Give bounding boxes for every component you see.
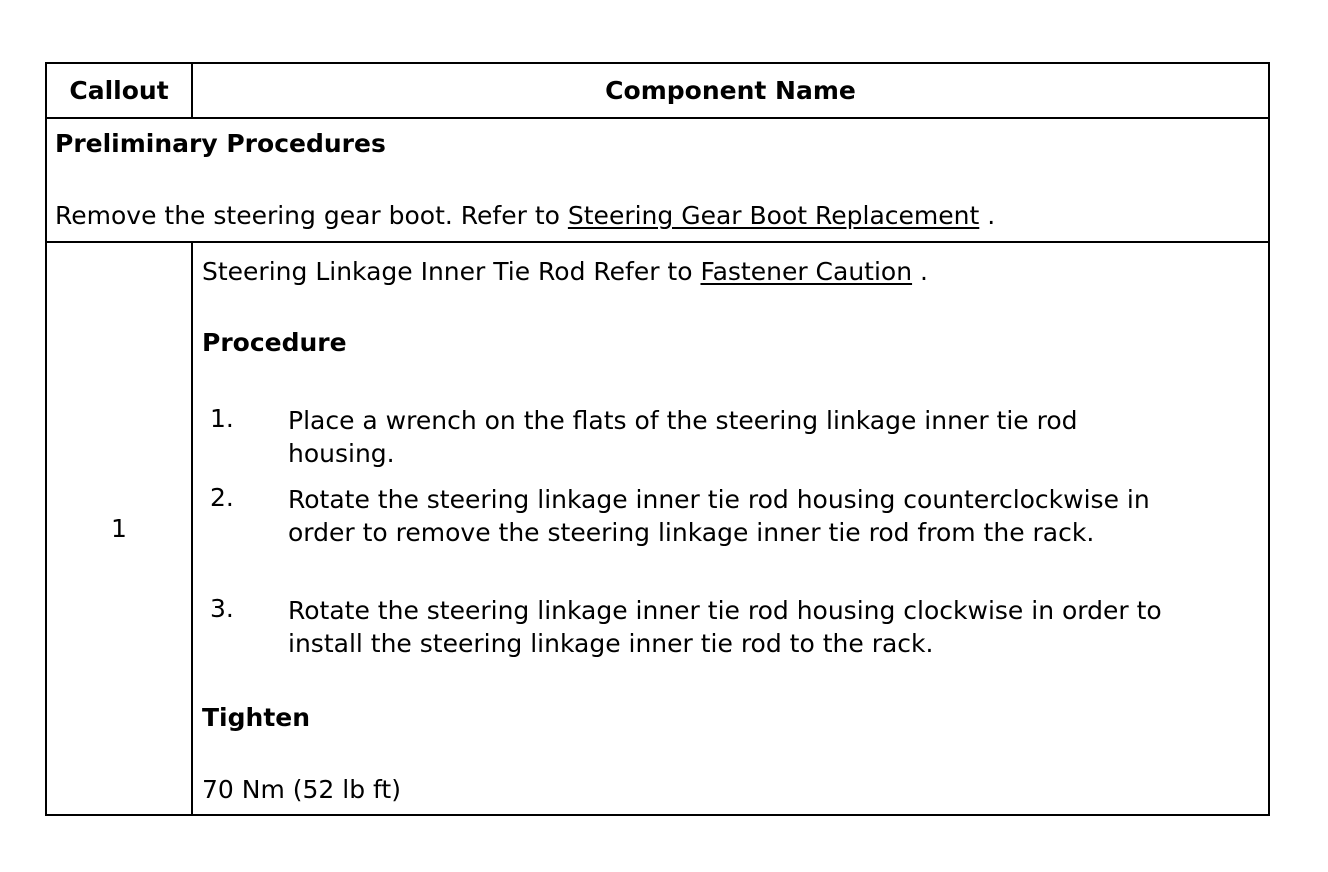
table-header-row: [47, 64, 1268, 119]
list-item: [193, 404, 1193, 474]
list-item: [193, 594, 1193, 664]
header-component-name: Component Name: [605, 76, 856, 105]
tighten-title: Tighten: [202, 703, 311, 732]
preliminary-text: [55, 201, 995, 230]
component-name-text: [202, 257, 928, 286]
row-component-cell: [193, 243, 1268, 814]
procedure-title: Procedure: [202, 328, 347, 357]
preliminary-title: Preliminary Procedures: [55, 129, 386, 158]
component-name-after: .: [912, 257, 928, 286]
component-name: Steering Linkage Inner Tie Rod Refer to: [202, 257, 701, 286]
step-text: Rotate the steering linkage inner tie rod housing clockwise in order to install the steering linkage inner tie rod to the rack.: [288, 596, 1162, 658]
header-callout: Callout: [47, 64, 193, 117]
table-row: [47, 243, 1268, 814]
step-text: Place a wrench on the flats of the steering linkage inner tie rod housing.: [288, 406, 1078, 468]
row-callout: 1: [47, 243, 193, 814]
tighten-value: 70 Nm (52 lb ft): [202, 775, 401, 804]
preliminary-text-after: .: [979, 201, 996, 230]
list-item: [193, 483, 1193, 583]
steering-gear-boot-replacement-link[interactable]: Steering Gear Boot Replacement: [567, 201, 980, 230]
step-text: Rotate the steering linkage inner tie rod housing counterclockwise in order to remove the steering linkage inner tie rod from the rack.: [288, 485, 1150, 547]
step-number: 2.: [210, 483, 234, 512]
step-number: 1.: [210, 404, 234, 433]
step-number: 3.: [210, 594, 234, 623]
fastener-caution-link[interactable]: Fastener Caution: [700, 257, 913, 286]
preliminary-procedures-row: [47, 119, 1268, 243]
component-table: [45, 62, 1270, 816]
preliminary-text-before: Remove the steering gear boot. Refer to: [55, 201, 568, 230]
